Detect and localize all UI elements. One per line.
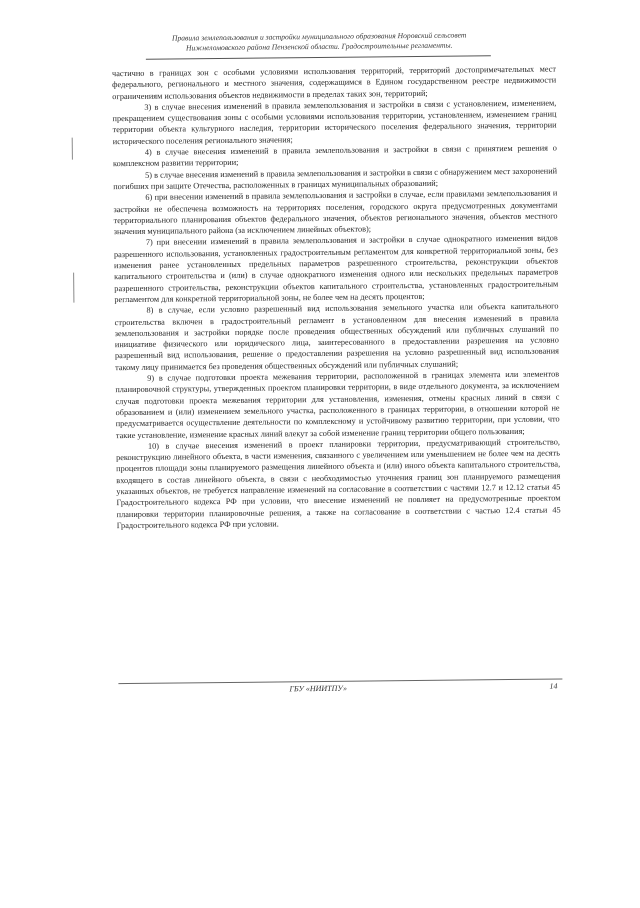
margin-mark bbox=[73, 273, 74, 303]
paragraph-item-7: 7) при внесении изменений в правила землепользования и застройки в случае однократного изменения видов разрешенного использования, установленных градостроительным регламентом для конкретной территориальной зоны, без изменения ранее установленных предельных параметров разрешенного строительства, реконструкции объектов капитального строительства и (или) в случае однократного изменения одного или нескольких предельных параметров разрешенного строительства, реконструкции объектов капитального строительства, установленных градостроительным регламентом для конкретной территориальной зоны, не более чем на десять процентов; bbox=[113, 233, 559, 305]
paragraph-item-3: 3) в случае внесения изменений в правила землепользования и застройки в связи с установлением, изменением, прекращением существования зоны с особыми условиями использования территории, установлением, изменением границ территории объекта культурного наследия, территории исторического поселения федерального значения, территории исторического поселения регионального значения; bbox=[112, 98, 557, 146]
running-header bbox=[152, 30, 487, 54]
header-line-2: Нижнеломовского района Пензенской области. Градостроительные регламенты. bbox=[185, 40, 453, 53]
paragraph-continuation: частично в границах зон с особыми условиями использования территорий, территорий достопримечательных мест федерального, регионального и местного значения, содержащимся в Едином государственном реестре недвижимости ограничениям использования объектов недвижимости в пределах таких зон, территорий; bbox=[111, 64, 557, 101]
paragraph-item-4: 4) в случае внесения изменений в правила землепользования и застройки в связи с принятием решения о комплексном развитии территории; bbox=[112, 143, 557, 169]
footer-organization: ГБУ «НИИТПУ» bbox=[289, 683, 348, 694]
paragraph-item-10: 10) в случае внесения изменений в проект планировки территории, предусматривающий строительство, реконструкцию линейного объекта, в части изменения, связанного с увеличением или уменьшением не более чем на десять процентов площади зоны планируемого размещения линейного объекта и (или) иного объекта капитального строительства, входящего в состав линейного объекта, в связи с необходимостью уточнения границ зон планируемого размещения указанных объектов, не требуется направление изменений на согласование в соответствии с частями 12.7 и 12.12 статьи 45 Градостроительного кодекса РФ при условии, что внесение изменений не повлияет на предусмотренные проектом планировки территории планировочные решения, а также на согласование в соответствии с частью 12.4 статьи 45 Градостроительного кодекса РФ при условии. bbox=[115, 437, 561, 531]
paragraph-item-6: 6) при внесении изменений в правила землепользования и застройки в случае, если правилами землепользования и застройки не обеспечена возможность на территориях поселения, городского округа предусмотренных документами территориального планирования объектов федерального значения, объектов регионального значения, объектов местного значения муниципального района (за исключением линейных объектов); bbox=[113, 188, 558, 237]
margin-mark bbox=[72, 138, 73, 160]
paragraph-item-9: 9) в случае подготовки проекта межевания территории, расположенной в границах элемента или элементов планировочной структуры, утвержденных проектом планировки территории, в виде отдельного документа, за исключением случая подготовки проекта межевания территории для установления, изменения, отмены красных линий в связи с образованием и (или) изменением земельного участка, расположенного в границах территории, в отношении которой не предусматривается осуществление деятельности по комплексному и устойчивому развитию территории, при условии, что такие установление, изменение красных линий влекут за собой изменение границ территории общего пользования; bbox=[115, 369, 560, 440]
header-rule bbox=[146, 55, 491, 60]
paragraph-item-8: 8) в случае, если условно разрешенный вид использования земельного участка или объекта капитального строительства включен в градостроительный регламент в установленном для внесения изменений в правила землепользования и застройки порядке после проведения общественных обсуждений или публичных слушаний по инициативе физического или юридического лица, заинтересованного в предоставлении разрешения на условно разрешенный вид использования, решение о предоставлении разрешения на условно разрешенный вид использования такому лицу принимается без проведения общественных обсуждений или публичных слушаний; bbox=[114, 301, 560, 372]
paragraph-item-5: 5) в случае внесения изменений в правила землепользования и застройки в связи с обнаружением мест захоронений погибших при защите Отечества, расположенных в границах муниципальных образований; bbox=[113, 166, 558, 192]
page-number: 14 bbox=[549, 681, 558, 691]
document-body bbox=[112, 64, 561, 532]
header-line-1: Правила землепользования и застройки муниципального образования Норовский сельсовет bbox=[171, 30, 467, 43]
